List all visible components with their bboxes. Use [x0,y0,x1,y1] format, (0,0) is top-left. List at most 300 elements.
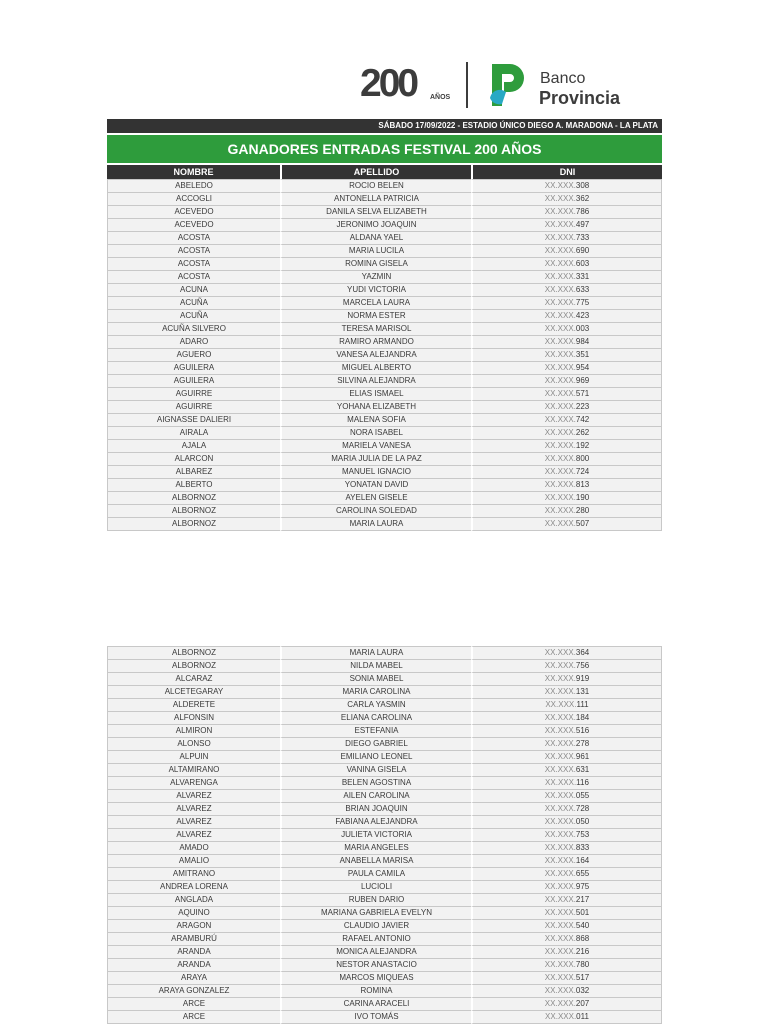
dni-digits: 192 [575,441,590,450]
dni-digits: 780 [575,960,590,969]
cell-dni [471,972,662,985]
table-row [107,232,662,245]
dni-mask: XX.XXX. [544,181,576,190]
cell-dni [471,959,662,972]
dni-digits: 055 [575,791,590,800]
cell-dni [471,310,662,323]
dni-digits: 184 [575,713,590,722]
cell-nombre: AGUERO [107,349,280,362]
winners-table-2 [107,646,662,1024]
cell-apellido: TERESA MARISOL [280,323,471,336]
dni-digits: 207 [575,999,590,1008]
cell-nombre: AGUIRRE [107,401,280,414]
dni-mask: XX.XXX. [544,947,576,956]
dni-digits: 868 [575,934,590,943]
cell-nombre: ALBORNOZ [107,660,280,673]
dni-mask: XX.XXX. [544,843,576,852]
cell-nombre: ALMIRON [107,725,280,738]
page-title: GANADORES ENTRADAS FESTIVAL 200 AÑOS [107,135,662,163]
table-row [107,920,662,933]
table-row [107,712,662,725]
cell-nombre: AJALA [107,440,280,453]
cell-dni [471,933,662,946]
cell-nombre: ARANDA [107,959,280,972]
dni-digits: 813 [575,480,590,489]
dni-digits: 571 [575,389,590,398]
table-row [107,219,662,232]
cell-apellido: ESTEFANIA [280,725,471,738]
table-row [107,816,662,829]
cell-dni [471,777,662,790]
cell-nombre: ALDERETE [107,699,280,712]
cell-dni [471,375,662,388]
dni-digits: 278 [575,739,590,748]
dni-mask: XX.XXX. [544,856,576,865]
dni-mask: XX.XXX. [545,700,577,709]
cell-nombre: ACOSTA [107,271,280,284]
cell-apellido: ROMINA GISELA [280,258,471,271]
dni-mask: XX.XXX. [544,428,576,437]
dni-mask: XX.XXX. [544,194,576,203]
cell-nombre: ARCE [107,998,280,1011]
cell-dni [471,842,662,855]
cell-apellido: RAFAEL ANTONIO [280,933,471,946]
cell-nombre: ARCE [107,1011,280,1024]
dni-mask: XX.XXX. [544,804,576,813]
dni-digits: 223 [575,402,590,411]
dni-mask: XX.XXX. [544,674,576,683]
dni-mask: XX.XXX. [544,480,576,489]
dni-mask: XX.XXX. [544,324,576,333]
table-row [107,868,662,881]
dni-mask: XX.XXX. [544,519,576,528]
dni-digits: 633 [575,285,590,294]
cell-dni [471,829,662,842]
cell-apellido: MALENA SOFIA [280,414,471,427]
cell-nombre: ALBORNOZ [107,646,280,660]
cell-apellido: MARCELA LAURA [280,297,471,310]
cell-apellido: EMILIANO LEONEL [280,751,471,764]
dni-mask: XX.XXX. [544,246,576,255]
dni-digits: 690 [575,246,590,255]
table-row [107,179,662,193]
table-row [107,401,662,414]
cell-dni [471,492,662,505]
table-row [107,479,662,492]
cell-nombre: ALFONSIN [107,712,280,725]
table-row [107,673,662,686]
cell-apellido: ROCIO BELEN [280,179,471,193]
dni-mask: XX.XXX. [544,298,576,307]
dni-mask: XX.XXX. [544,726,576,735]
dni-mask: XX.XXX. [544,661,576,670]
cell-apellido: MARCOS MIQUEAS [280,972,471,985]
table-row [107,245,662,258]
cell-apellido: SONIA MABEL [280,673,471,686]
cell-apellido: MANUEL IGNACIO [280,466,471,479]
cell-dni [471,479,662,492]
table-row [107,881,662,894]
cell-apellido: ANABELLA MARISA [280,855,471,868]
table-row [107,310,662,323]
cell-dni [471,764,662,777]
cell-apellido: ELIANA CAROLINA [280,712,471,725]
cell-apellido: BRIAN JOAQUIN [280,803,471,816]
dni-mask: XX.XXX. [544,454,576,463]
cell-dni [471,453,662,466]
cell-dni [471,738,662,751]
dni-mask: XX.XXX. [544,713,576,722]
cell-dni [471,686,662,699]
cell-apellido: MIGUEL ALBERTO [280,362,471,375]
table-row [107,660,662,673]
cell-apellido: SILVINA ALEJANDRA [280,375,471,388]
dni-mask: XX.XXX. [544,467,576,476]
dni-digits: 724 [575,467,590,476]
cell-apellido: VANESA ALEJANDRA [280,349,471,362]
table-row [107,946,662,959]
cell-dni [471,271,662,284]
cell-apellido: MARIA LAURA [280,518,471,531]
cell-dni [471,998,662,1011]
cell-dni [471,699,662,712]
cell-apellido: AYELEN GISELE [280,492,471,505]
dni-digits: 131 [575,687,590,696]
dni-digits: 507 [575,519,590,528]
cell-apellido: CLAUDIO JAVIER [280,920,471,933]
table-row [107,349,662,362]
banco-provincia-logo-icon [488,62,530,108]
cell-apellido: ROMINA [280,985,471,998]
dni-digits: 655 [575,869,590,878]
cell-nombre: ALARCON [107,453,280,466]
dni-digits: 516 [575,726,590,735]
table-row [107,725,662,738]
table-row [107,842,662,855]
cell-dni [471,881,662,894]
table-row [107,453,662,466]
dni-mask: XX.XXX. [544,285,576,294]
cell-nombre: ARAGON [107,920,280,933]
table-row [107,972,662,985]
cell-nombre: ALCETEGARAY [107,686,280,699]
dni-mask: XX.XXX. [544,934,576,943]
cell-dni [471,894,662,907]
table-row [107,907,662,920]
dni-mask: XX.XXX. [544,648,576,657]
cell-dni [471,440,662,453]
cell-nombre: ALBERTO [107,479,280,492]
dni-mask: XX.XXX. [544,350,576,359]
cell-dni [471,388,662,401]
cell-apellido: ANTONELLA PATRICIA [280,193,471,206]
dni-digits: 919 [575,674,590,683]
dni-mask: XX.XXX. [544,415,576,424]
dni-mask: XX.XXX. [544,506,576,515]
column-header-dni: DNI [471,165,662,179]
table-row [107,738,662,751]
cell-dni [471,946,662,959]
dni-digits: 003 [575,324,590,333]
dni-digits: 517 [575,973,590,982]
dni-digits: 975 [575,882,590,891]
cell-dni [471,1011,662,1024]
cell-nombre: ALVAREZ [107,816,280,829]
dni-mask: XX.XXX. [544,973,576,982]
dni-mask: XX.XXX. [544,739,576,748]
cell-dni [471,855,662,868]
cell-nombre: AQUINO [107,907,280,920]
cell-apellido: YONATAN DAVID [280,479,471,492]
cell-dni [471,219,662,232]
cell-nombre: ACUNA [107,284,280,297]
table-row [107,297,662,310]
dni-mask: XX.XXX. [544,207,576,216]
dni-mask: XX.XXX. [544,921,576,930]
table-header-row [107,165,662,179]
table-row [107,440,662,453]
cell-apellido: YUDI VICTORIA [280,284,471,297]
dni-mask: XX.XXX. [544,869,576,878]
dni-digits: 540 [575,921,590,930]
cell-dni [471,920,662,933]
dni-digits: 833 [575,843,590,852]
cell-dni [471,245,662,258]
table-row [107,375,662,388]
cell-dni [471,646,662,660]
table-row [107,985,662,998]
dni-digits: 984 [575,337,590,346]
dni-digits: 164 [575,856,590,865]
dni-digits: 603 [575,259,590,268]
cell-nombre: ALBORNOZ [107,492,280,505]
dni-mask: XX.XXX. [544,882,576,891]
cell-nombre: ALONSO [107,738,280,751]
dni-digits: 362 [575,194,590,203]
dni-mask: XX.XXX. [544,259,576,268]
cell-apellido: MARIELA VANESA [280,440,471,453]
dni-digits: 954 [575,363,590,372]
cell-apellido: FABIANA ALEJANDRA [280,816,471,829]
table-row [107,414,662,427]
cell-nombre: ADARO [107,336,280,349]
dni-digits: 032 [575,986,590,995]
cell-dni [471,284,662,297]
table-row [107,751,662,764]
anniversary-logo-number: 200 [360,62,417,105]
column-header-nombre: NOMBRE [107,165,280,179]
dni-digits: 111 [576,700,589,709]
cell-nombre: AMADO [107,842,280,855]
table-row [107,959,662,972]
anniversary-logo-anos: AÑOS [430,94,451,101]
table-row [107,829,662,842]
cell-apellido: LUCIOLI [280,881,471,894]
cell-apellido: YOHANA ELIZABETH [280,401,471,414]
dni-digits: 308 [575,181,590,190]
cell-nombre: AGUILERA [107,375,280,388]
table-row [107,686,662,699]
cell-dni [471,179,662,193]
cell-dni [471,751,662,764]
dni-digits: 775 [575,298,590,307]
dni-digits: 280 [575,506,590,515]
bank-name-line2: Provincia [539,88,621,108]
cell-dni [471,518,662,531]
cell-apellido: RAMIRO ARMANDO [280,336,471,349]
cell-apellido: MARIA LUCILA [280,245,471,258]
cell-apellido: NORMA ESTER [280,310,471,323]
dni-digits: 331 [575,272,590,281]
dni-digits: 800 [575,454,590,463]
dni-digits: 423 [575,311,590,320]
dni-mask: XX.XXX. [544,376,576,385]
cell-nombre: AIGNASSE DALIERI [107,414,280,427]
cell-nombre: ALVAREZ [107,803,280,816]
dni-mask: XX.XXX. [544,752,576,761]
dni-digits: 742 [575,415,590,424]
dni-digits: 364 [575,648,590,657]
cell-nombre: ANDREA LORENA [107,881,280,894]
cell-apellido: CARLA YASMIN [280,699,471,712]
winners-table-1 [107,165,662,531]
dni-digits: 116 [576,778,589,787]
cell-dni [471,349,662,362]
cell-nombre: ALBORNOZ [107,518,280,531]
cell-dni [471,985,662,998]
dni-mask: XX.XXX. [544,337,576,346]
cell-nombre: ACOSTA [107,232,280,245]
table-row [107,894,662,907]
dni-digits: 786 [575,207,590,216]
cell-nombre: ALBORNOZ [107,505,280,518]
cell-apellido: MARIA JULIA DE LA PAZ [280,453,471,466]
cell-dni [471,466,662,479]
cell-apellido: NILDA MABEL [280,660,471,673]
table-row [107,790,662,803]
table-row [107,855,662,868]
cell-dni [471,868,662,881]
cell-apellido: MONICA ALEJANDRA [280,946,471,959]
cell-nombre: ARAMBURÚ [107,933,280,946]
cell-apellido: NORA ISABEL [280,427,471,440]
cell-nombre: ACCOGLI [107,193,280,206]
dni-mask: XX.XXX. [544,960,576,969]
dni-mask: XX.XXX. [544,220,576,229]
cell-nombre: AIRALA [107,427,280,440]
cell-nombre: ACOSTA [107,245,280,258]
cell-nombre: AGUIRRE [107,388,280,401]
table-row [107,258,662,271]
cell-nombre: ACOSTA [107,258,280,271]
dni-digits: 351 [575,350,590,359]
dni-digits: 969 [575,376,590,385]
table-row [107,466,662,479]
table-row [107,388,662,401]
dni-mask: XX.XXX. [544,233,576,242]
dni-digits: 011 [576,1012,589,1021]
dni-mask: XX.XXX. [544,908,576,917]
cell-nombre: ANGLADA [107,894,280,907]
cell-nombre: AMALIO [107,855,280,868]
dni-digits: 753 [575,830,590,839]
table-row [107,518,662,531]
dni-digits: 190 [575,493,590,502]
cell-apellido: ELIAS ISMAEL [280,388,471,401]
cell-nombre: ALVAREZ [107,829,280,842]
dni-digits: 733 [575,233,590,242]
dni-mask: XX.XXX. [544,389,576,398]
cell-apellido: NESTOR ANASTACIO [280,959,471,972]
cell-apellido: AILEN CAROLINA [280,790,471,803]
cell-nombre: AMITRANO [107,868,280,881]
logo-banner [358,58,634,114]
cell-dni [471,362,662,375]
cell-dni [471,725,662,738]
cell-dni [471,336,662,349]
table-row [107,646,662,660]
logo-divider [466,62,468,108]
cell-nombre: ALCARAZ [107,673,280,686]
cell-nombre: ALBAREZ [107,466,280,479]
cell-apellido: CAROLINA SOLEDAD [280,505,471,518]
cell-nombre: ALPUIN [107,751,280,764]
cell-dni [471,206,662,219]
cell-dni [471,790,662,803]
cell-nombre: ACEVEDO [107,206,280,219]
dni-mask: XX.XXX. [544,272,576,281]
table-row [107,505,662,518]
column-header-apellido: APELLIDO [280,165,471,179]
table-row [107,206,662,219]
event-info-bar: SÁBADO 17/09/2022 - ESTADIO ÚNICO DIEGO A. MARADONA - LA PLATA [107,119,662,133]
cell-dni [471,232,662,245]
cell-dni [471,907,662,920]
cell-nombre: ARANDA [107,946,280,959]
table-row [107,1011,662,1024]
cell-nombre: ACUÑA [107,310,280,323]
table-row [107,284,662,297]
cell-apellido: YAZMIN [280,271,471,284]
dni-digits: 497 [575,220,590,229]
cell-dni [471,803,662,816]
bank-name-line1: Banco [540,70,586,87]
dni-mask: XX.XXX. [544,830,576,839]
cell-nombre: ALVAREZ [107,790,280,803]
dni-mask: XX.XXX. [545,1012,577,1021]
cell-apellido: PAULA CAMILA [280,868,471,881]
cell-nombre: ALVARENGA [107,777,280,790]
table-row [107,362,662,375]
dni-digits: 501 [575,908,590,917]
dni-mask: XX.XXX. [544,363,576,372]
table-row [107,998,662,1011]
dni-mask: XX.XXX. [544,986,576,995]
dni-digits: 216 [575,947,590,956]
cell-apellido: JULIETA VICTORIA [280,829,471,842]
dni-digits: 756 [575,661,590,670]
cell-apellido: JERONIMO JOAQUIN [280,219,471,232]
cell-dni [471,323,662,336]
dni-digits: 961 [575,752,590,761]
table-row [107,271,662,284]
dni-mask: XX.XXX. [544,817,576,826]
dni-mask: XX.XXX. [544,402,576,411]
cell-dni [471,660,662,673]
cell-dni [471,193,662,206]
cell-nombre: ACEVEDO [107,219,280,232]
cell-nombre: ABELEDO [107,179,280,193]
